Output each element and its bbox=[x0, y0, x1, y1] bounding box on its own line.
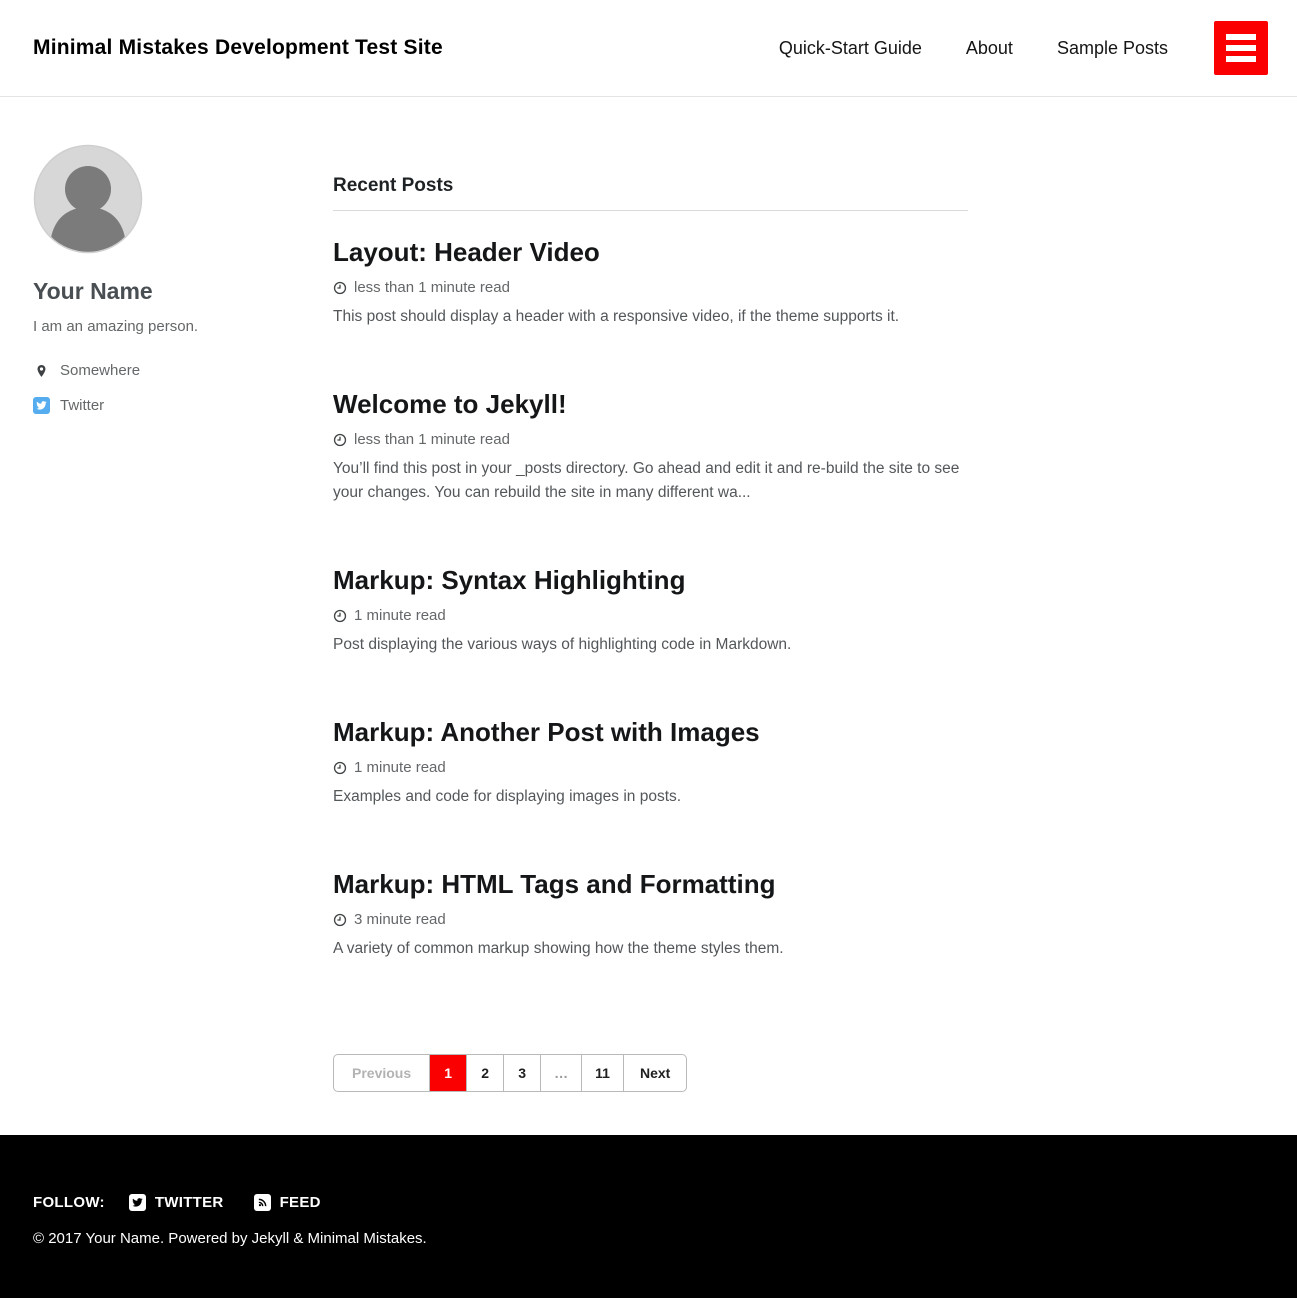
post-title-link[interactable]: Markup: HTML Tags and Formatting bbox=[333, 869, 776, 899]
read-time: less than 1 minute read bbox=[354, 431, 510, 448]
post-meta bbox=[333, 605, 968, 626]
nav-item-sample-posts[interactable]: Sample Posts bbox=[1056, 37, 1168, 58]
site-title[interactable]: Minimal Mistakes Development Test Site bbox=[33, 36, 443, 59]
pagination-page-2[interactable]: 2 bbox=[466, 1055, 503, 1091]
page-body bbox=[0, 97, 1297, 1135]
post-title-link[interactable]: Layout: Header Video bbox=[333, 237, 600, 267]
clock-icon bbox=[333, 761, 347, 775]
pagination-ellipsis: … bbox=[540, 1055, 581, 1091]
masthead bbox=[0, 0, 1297, 97]
follow-row bbox=[33, 1194, 1264, 1211]
masthead-nav bbox=[735, 21, 1268, 75]
author-twitter-label: Twitter bbox=[60, 397, 105, 414]
author-twitter-link[interactable] bbox=[33, 397, 283, 414]
pagination-page-3[interactable]: 3 bbox=[503, 1055, 540, 1091]
hamburger-icon bbox=[1226, 34, 1256, 40]
clock-icon bbox=[333, 281, 347, 295]
hamburger-menu-button[interactable] bbox=[1214, 21, 1268, 75]
post-excerpt: A variety of common markup showing how the theme styles them. bbox=[333, 940, 784, 957]
copyright-text: © 2017 Your Name. Powered by Jekyll & Minimal Mistakes. bbox=[33, 1230, 427, 1247]
post-item bbox=[333, 235, 968, 329]
nav-item-quick-start-guide[interactable]: Quick-Start Guide bbox=[778, 37, 922, 58]
footer-twitter-link[interactable] bbox=[129, 1194, 224, 1211]
read-time: 1 minute read bbox=[354, 759, 446, 776]
location-pin-icon bbox=[33, 363, 50, 379]
post-meta bbox=[333, 277, 968, 298]
footer-feed-label: FEED bbox=[279, 1194, 321, 1211]
post-item bbox=[333, 387, 968, 505]
read-time: 3 minute read bbox=[354, 911, 446, 928]
rss-feed-icon bbox=[254, 1194, 271, 1211]
author-bio: I am an amazing person. bbox=[33, 318, 199, 335]
author-name: Your Name bbox=[33, 278, 153, 304]
post-title-link[interactable]: Welcome to Jekyll! bbox=[333, 389, 567, 419]
pagination-previous: Previous bbox=[352, 1065, 412, 1081]
author-location-link bbox=[33, 362, 283, 379]
nav-item-about[interactable]: About bbox=[965, 37, 1013, 58]
person-silhouette-icon bbox=[33, 144, 143, 254]
footer-twitter-label: TWITTER bbox=[154, 1194, 224, 1211]
recent-posts-heading: Recent Posts bbox=[333, 175, 968, 211]
post-title-link[interactable]: Markup: Another Post with Images bbox=[333, 717, 760, 747]
post-item bbox=[333, 563, 968, 657]
post-meta bbox=[333, 429, 968, 450]
author-links bbox=[33, 362, 283, 414]
clock-icon bbox=[333, 609, 347, 623]
post-excerpt: You’ll find this post in your _posts directory. Go ahead and edit it and re-build the site to see your changes. You can rebuild the site in many different wa... bbox=[333, 460, 960, 501]
pagination-page-1[interactable]: 1 bbox=[429, 1055, 466, 1091]
post-item bbox=[333, 715, 968, 809]
author-location-label: Somewhere bbox=[60, 362, 141, 379]
twitter-icon bbox=[129, 1194, 146, 1211]
read-time: 1 minute read bbox=[354, 607, 446, 624]
avatar bbox=[33, 144, 283, 254]
post-excerpt: Post displaying the various ways of highlighting code in Markdown. bbox=[333, 636, 792, 653]
footer-feed-link[interactable] bbox=[254, 1194, 321, 1211]
post-meta bbox=[333, 757, 968, 778]
author-sidebar bbox=[33, 144, 283, 432]
follow-label: FOLLOW: bbox=[33, 1194, 105, 1211]
twitter-icon bbox=[33, 397, 50, 414]
recent-posts-section bbox=[333, 97, 968, 1092]
pagination-next[interactable]: Next bbox=[623, 1055, 686, 1091]
post-excerpt: Examples and code for displaying images in posts. bbox=[333, 788, 682, 805]
page-footer bbox=[0, 1135, 1297, 1298]
pagination-page-11[interactable]: 11 bbox=[581, 1055, 623, 1091]
post-excerpt: This post should display a header with a responsive video, if the theme supports it. bbox=[333, 308, 900, 325]
clock-icon bbox=[333, 433, 347, 447]
post-title-link[interactable]: Markup: Syntax Highlighting bbox=[333, 565, 686, 595]
post-meta bbox=[333, 909, 968, 930]
post-item bbox=[333, 867, 968, 961]
pagination bbox=[333, 1054, 687, 1092]
read-time: less than 1 minute read bbox=[354, 279, 510, 296]
clock-icon bbox=[333, 913, 347, 927]
